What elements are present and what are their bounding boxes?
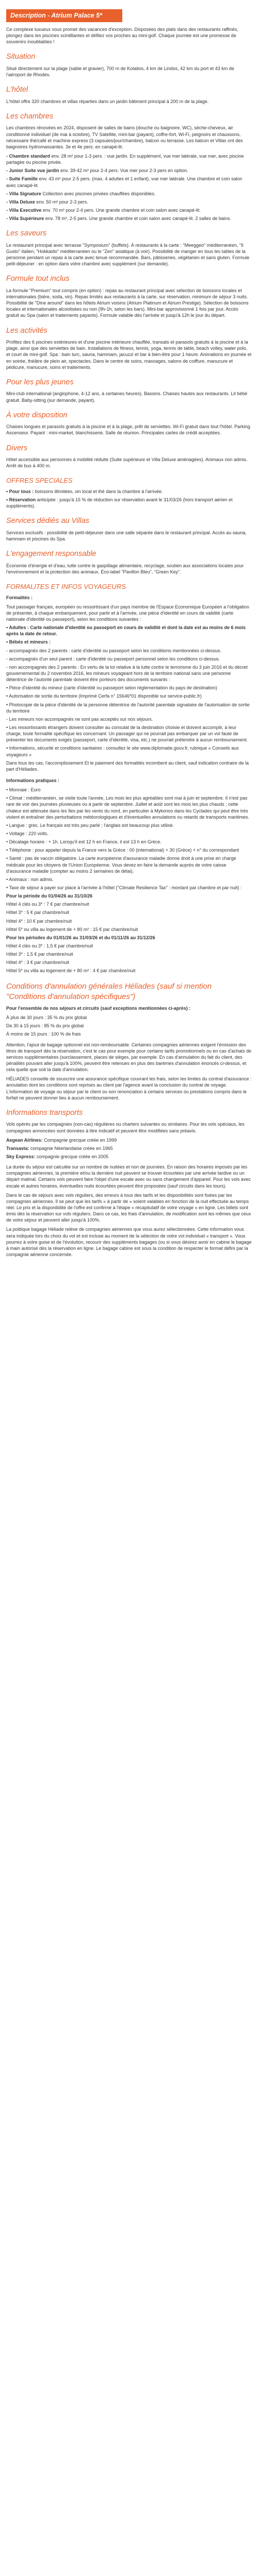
transports-text: La politique bagage Héliade relève de compagnies aériennes que vous aurez sélectionnées. Cette information vous sera indiquée lors du choix du vol et est incluse au moment de la sélection de votre vol individuel « transport ». Vous pourrez à votre guise et de l'évolution, recourir des suppléments bagages (ou si vous désirez avoir en cabine le bagage à main autorisé dès la réservation en ligne. Le bagage cabine est sous la condition de respecter le format défini par la compagnie aérienne concernée. [6,1227,252,1257]
room-label: - Chambre standard [6,153,51,159]
room-label: - Villa Supérieure [6,216,44,222]
list-item: - non accompagnés des 2 parents : En vertu de la loi relative à la lutte contre le terrorisme du 3 juin 2016 et du décret gouvernemental du 2 novembre 2016, les mineurs voyageant hors de la territoire national sans une personne détentrice de l'autorité parentale doivent être porteurs des documents suivants : [6,664,248,683]
room-label: - Villa Signature [6,191,41,196]
list-item [6,215,252,222]
engagement-text: Économie d'énergie et d'eau, tutte contre le gaspillage alimentaire, recyclage, soutien aux associations locales pour l'environnement et la protection des animaux. Éco-label "Pavillon Bleu", "Green Key". [6,563,244,574]
disposition-title: À votre disposition [6,411,68,419]
airline-label: Transavia: [6,1145,29,1151]
divers-title: Divers [6,444,28,452]
list-item: Pour la période du 01/04/26 au 31/10/26 [6,893,93,899]
hotel-text: L'hôtel offre 320 chambres et villas réparties dans un jardin bâtiment principal à 200 m de la plage. [6,98,209,104]
list-item [6,199,252,205]
list-item: Dans tous les cas, l'accomplissement Et le paiement des formalités incombent au client, sauf indication contraire de la part d'Héliades. [6,760,249,772]
list-item: À moins de 15 jours : 100 % de frais [6,1031,81,1037]
list-item: Hôtel 3* : 5 € par chambre/nuit [6,910,70,916]
list-item: • Photocopie de la pièce d'identité de la personne détentrice de l'autorité parentale signataire de l'autorisation de sortie du territoire [6,702,250,714]
list-item: Hôtel 4 clés ou 3* : 7 € par chambre/nuit [6,902,89,907]
list-item: - Les mineurs non accompagnés ne sont pas acceptés sur nos séjours. [6,716,153,722]
list-item [6,1137,252,1143]
list-item [6,1154,252,1160]
services-text: Services exclusifs : possibilité de petit-déjeuner dans une salle séparée dans le restaurant principal. Accès au sauna, hammam et piscines du Spa. [6,530,247,542]
list-item: - accompagnés d'un seul parent : carte d'identité ou passeport personnel selon les conditions ci-dessus. [6,656,220,662]
airline-label: Aegean Airlines: [6,1137,43,1143]
activites-text: Profitez des 6 piscines extérieures et d'une piscine intérieure chauffée, transats et parasols gratuits à la piscine et à la plage, ainsi que des serviettes de bain. Installations de fitness, tennis, yoga, tennis de table, beach volley, water polo, et court de mini-golf. Spa : bain turc, sauna, hammam, jacuzzi et bar à bien-être pour 1 heure. Animations en journée et en soirée, théâtre de plein air, spectacles. Dans le centre de soins, massages, salons de coiffure, manucure et pédicure, manucure, soins et traitements. [6,340,252,370]
transports-text: Vols opérés par les compagnies (non-cas) régulières ou charters suivantes ou similaires. Pour les vols spéciaux, les compagnies annoncées sont données à titre indicatif et peuvent être modifiées sans préavis. [6,1122,245,1133]
offres-title: OFFRES SPECIALES [6,477,73,485]
offer-label: • Pour tous : [6,488,34,494]
list-item: • Informations, sécurité et conditions sanitaires : consultez le site www.diplomatie.gouv.fr, rubrique « Conseils aux voyageurs » [6,745,239,757]
list-item: • Santé : pas de vaccin obligatoire. La carte européenne d'assurance maladie donne droit à une prise en charge médicale pour les citoyens de l'Union Européenne. Vous devez en faire la demande auprès de votre caisse d'assurance maladie (compter au moins 2 semaines de délai). [6,856,236,874]
formule-title: Formule tout inclus [6,275,70,283]
chambres-list [6,153,252,222]
list-item: • Taxe de séjour à payer sur place à l'arrivée à l'hôtel ("Climate Resilience Tax" : montant par chambre et par nuit) : [6,885,242,890]
list-item [6,167,252,174]
list-item: Tout passager français, européen ou ressortissant d'un pays membre de l'Espace Economique Européen a l'obligation de présenter, à chaque embarquement, pour partir et à l'arrivée, une pièce d'identité en cours de validité (carte nationale d'identité ou passeport), selon les conditions suivantes : [6,604,249,622]
list-item: • Pièce d'identité du mineur (carte d'identité ou passeport selon réglementation du pays de destination) [6,685,217,691]
room-text: env. 39-42 m² pour 2-4 pers. Vue mer pour 2-3 pers en option. [59,168,188,174]
services-title: Services dédiés au Villas [6,517,89,526]
list-item: • Voltage : 220 volts. [6,831,49,836]
airline-text: Compagnie grecque créée en 1999 [42,1137,117,1143]
intro-text: Ce complexe luxueux vous promet des vacances d'exception. Disposées des plats dans des restaurants raffinés, plongez dans les piscines scintillantes et défilez vos proches au mini-golf. Chaque journée est une promesse de souvenirs inoubliables ! [6,26,238,45]
room-label: - Villa Executive [6,207,42,213]
activites-title: Les activités [6,326,47,335]
room-text: Collection avec piscines privées chauffées disponibles. [41,191,156,196]
list-item: - accompagnés des 2 parents : carte d'identité ou passeport selon les conditions mentionnées ci-dessus. [6,648,221,653]
room-text: env. 43 m² pour 2-5 pers. (max. 4 adultes et 1 enfant), vue mer latérale. Une chambre et coin salon avec canapé-lit. [6,176,243,188]
engagement-title: L'engagement responsable [6,550,96,558]
room-text: env. 50 m² pour 2-3 pers. [35,199,88,205]
chambres-title: Les chambres [6,112,54,121]
divers-text: Hôtel accessible aux personnes à mobilité réduite (Suite supérieure et Villa Deluxe aménagées). Animaux non admis. Arrêt de bus à 400 m. [6,457,248,469]
list-item [6,497,252,509]
transports-text: Dans le cas de séjours avec vols réguliers, des erreurs à tous des tarifs et les disponibilités sont fixées par les compagnies aériennes. Il se peut que les tarifs « à partir de » soient valables en fonction de la nuit effectuée au temps réel. Le prix et la disponibilité de l'offre est confirmé à l'étape « récapitulatif de votre voyage » en ligne. Les billets sont émis dès la réservation sur vols réguliers. Dans ce cas, les frais d'annulation, de modification sont les mêmes que ceux de votre séjour et peuvent aller jusqu'à 100%. [6,1192,251,1223]
chambres-text: Les chambres rénovées en 2024, disposent de salles de bains (douche ou baignoire, WC), sèche-cheveux, air conditionné individuel (de mai à octobre), TV Satellite, mini-bar (payant), coffre-fort, Wi-Fi, peignoirs et chaussons, nécessaire thé/café et machine express (3 capsules/jour/chambre), balcon ou terrasse. Les balcon et Villas ont des baignoires hydromassantes. 3e et 4e pers. en canapé-lit. [6,125,243,149]
list-item: Hôtel 4* : 3 € par chambre/nuit [6,960,70,965]
offer-text: boissons illimitées, vin local et thé dans la chambre à l'arrivée. [34,488,163,494]
room-label: - Villa Deluxe [6,199,35,205]
room-text: env. 28 m² pour 1-3 pers. : vue jardin. En supplément, vue mer latérale, vue mer, avec piscine partagée ou piscine privée. [6,153,244,165]
petits-title: Pour les plus jeunes [6,378,74,386]
saveurs-title: Les saveurs [6,229,47,238]
offer-text: anticipée : jusqu'à 15 % de réduction sur réservation avant le 31/03/26 (hors transport aérien et suppléments). [6,497,233,509]
list-item: Hôtel 4* : 10 € par chambre/nuit [6,918,72,924]
situation-text: Situé directement sur la plage (sable et gravier), 700 m de Kolaitos, 4 km de Lindos, 42 km du port et 43 km de l'aéroport de Rhodes. [6,65,234,77]
list-item: • Animaux : non admis. [6,876,54,882]
situation-title: Situation [6,53,36,61]
list-item: • Les ressortissants étrangers doivent consulter au consulat de la destination choisie et doivent accomplir, à leur charge, toute formalité spécifique les concernant. Un passager qui ne pourrait pas embarquer par un vol faute de présenter les documents exigés (passeport, carte d'identité, visa, etc.) ne pourrait prétendre à aucun remboursement. [6,725,248,743]
list-item: Pour les périodes du 01/01/26 au 31/03/26 et du 01/11/26 au 31/12/26 [6,935,155,940]
formalites-title: FORMALITES ET INFOS VOYAGEURS [6,583,126,591]
list-item: • Autorisation de sortie du territoire (Imprimé Cerfa n° 15646*01 disponible sur service-public.fr) [6,693,202,699]
conditions-title: Conditions d'annulation générales Héliades (sauf si mention "Conditions d'annulation spécifiques") [6,981,212,1001]
list-item [6,153,252,165]
list-item [6,191,252,197]
list-item: • Monnaie : Euro [6,787,41,793]
petits-text: Mini-club international (anglophone, 4-12 ans, à certaines heures). Bassins. Chaises hautes aux restaurants. Lit bébé gratuit. Baby-sitting (sur demande, payant). [6,391,248,403]
list-item [6,176,252,188]
list-item: Hôtel 5* ou villa au logement de + 80 m² : 4 € par chambre/nuit [6,968,136,974]
airline-text: compagnie grecque créée en 2005 [35,1154,109,1159]
airline-text: compagnie Néerlandaise créée en 1965 [29,1145,113,1151]
saveurs-text: Le restaurant principal avec terrasse "Symposium" (buffets). À restaurants à la carte : "Meeggeo" méditerranéen, "Il Gusto" italien, "Hokkaido" méditerranéen ou le "Zen" asiatique (à voir). Possibilité de manger en tous les tables de la personne pendant un repas à la carte avec tenue recommandée. Bars, pâtisseries, végétarien et sans gluten. Formule petit-déjeuner : en option dans votre chambre avec supplément (sur demande). [6,242,250,267]
list-item: Hôtel 3* : 1,5 € par chambre/nuit [6,952,73,957]
list-item: • Bébés et mineurs : [6,639,51,645]
disposition-text: Chaises longues et parasols gratuits à la piscine et à la plage, prêt de serviettes. Wi-Fi gratuit dans tout l'hôtel. Parking. Ascenseur. Payant : mini-market, blanchisserie. Salle de réunion. Principales cartes de crédit acceptées. [6,424,251,436]
transports-text: La durée du séjour est calculée sur un nombre de nuitées et non de journées. En raison des horaires imposés par les compagnies aériennes, la première et/ou la dernière nuit peuvent se trouver écourtées par une arrivée tardive ou un départ matinal. Certains vols peuvent faire l'objet d'une escale avec ou sans changement d'appareil. Pour les vols avec escale et autres horaires, éventuelles nuits écourtées peuvent être proposées (sauf circuits dans les tours). [6,1164,251,1189]
formalites-list [6,604,252,772]
conditions-text: HÉLIADES conseille de souscrire une assurance spécifique couvrant les frais, selon les limites du contrat d'assurance : annulation dont les conditions sont reprises au client par l'agence avant la conclusion du contrat de voyage. L'information de voyage ou séjour par le client ou son renonciation à certains services ou prestations compris dans le forfait ne peuvent donner lieu à aucun remboursement. [6,1076,252,1100]
list-item: • Climat : méditerranéen, se visite toute l'année, Les mois les plus agréables sont mai à juin et septembre. Il n'est pas rare de voir des journées pluvieuses ou à partir de septembre. Juillet et août sont les mois les plus chauds ; cette chaleur est atténuée dans les îles par les vents du nord, en particulier à Mykonos dans les Cyclades qui peut être très violent et entraîner des perturbations météorologiques et d'éventuelles annulations ou retards de transports maritimes. [6,795,249,820]
formalites-subtitle: Formalités : [6,595,33,600]
list-item: • Langue : grec. Le français est très peu parlé ; l'anglais est beaucoup plus utilisé. [6,822,174,828]
list-item [6,488,252,495]
list-item: À plus de 30 jours : 35 % du prix global [6,1015,87,1021]
list-item: De 30 à 15 jours : 85 % du prix global [6,1023,84,1029]
list-item: • Adultes : Carte nationale d'identité ou passeport en cours de validité et dont la date est au moins de 6 mois après la date de retour. [6,625,246,637]
hotel-title: L'hôtel [6,86,28,94]
list-item: Hôtel 5* ou villa au logement de + 80 m² : 15 € par chambre/nuit [6,926,138,932]
info-title: Informations pratiques : [6,778,60,783]
list-item: • Téléphone : pour appeler depuis la France vers la Grèce : 00 (international) + 30 (Grèce) + n° du correspondant [6,848,239,853]
formule-text: La formule "Premium" tout compris (en option) : repas au restaurant principal avec sélection de boissons locales et internationales (bière, soda, vin). Repas limités aux restaurants à la carte, sur réservation, minimum de séjour 3 nuits. Possibilité de "Dine around" dans les hôtels Atrium voisins (Atrium Platinum et Atrium Prestige). Sélection de boissons locales et internationales alcoolisées ou non (9h-1h, selon les bars). Mini-bar approvisionné 1 fois par jour. Accès gratuit au Spa (salon et traitements payants). Formule valable dès l'arrivée et jusqu'à 12h le jour du départ. [6,287,249,318]
transports-title: Informations transports [6,1108,83,1117]
info-list [6,787,252,974]
conditions-text: Attention, l'ajout de bagage optionnel est non-remboursable. Certaines compagnies aériennes exigent l'émission des titres de transport dès la réservation, c'est le cas pour exemple pour certains tarifs promotionnels ou en cas d'achats de services supplémentaires (surclassement, places de sièges, par exemple. En cas d'annulation du fait du client, des pénalités pouvant aller jusqu'à 100%, peuvent être retenues en plus des barèmes d'annulation énoncés ci-dessus, et cela quelle que soit la date d'annulation. [6,1042,252,1073]
room-label: - Suite Famille [6,176,38,182]
list-item: • Décalage horaire : + 1h. Lorsqu'il est 12 h en France, il est 13 h en Grèce. [6,839,162,845]
list-item [6,1145,252,1151]
room-text: env. 70 m² pour 2-4 pers. Une grande chambre et coin salon avec canapé-lit. [41,207,201,213]
list-item: Hôtel 4 clés ou 3* : 1,5 € par chambre/nuit [6,943,93,948]
airline-label: Sky Express: [6,1154,36,1159]
room-text: env. 78 m², 2-5 pers. Une grande chambre et coin salon avec canapé-lit. 2 salles de bains. [44,216,231,222]
conditions-lead: Pour l'ensemble de nos séjours et circuits (sauf exceptions mentionnées ci-après) : [6,1006,191,1011]
offer-label: • Réservation [6,497,36,503]
page-title: Description - Atrium Palace 5* [6,9,122,22]
list-item [6,207,252,213]
room-label: - Junior Suite vue jardin [6,168,59,174]
